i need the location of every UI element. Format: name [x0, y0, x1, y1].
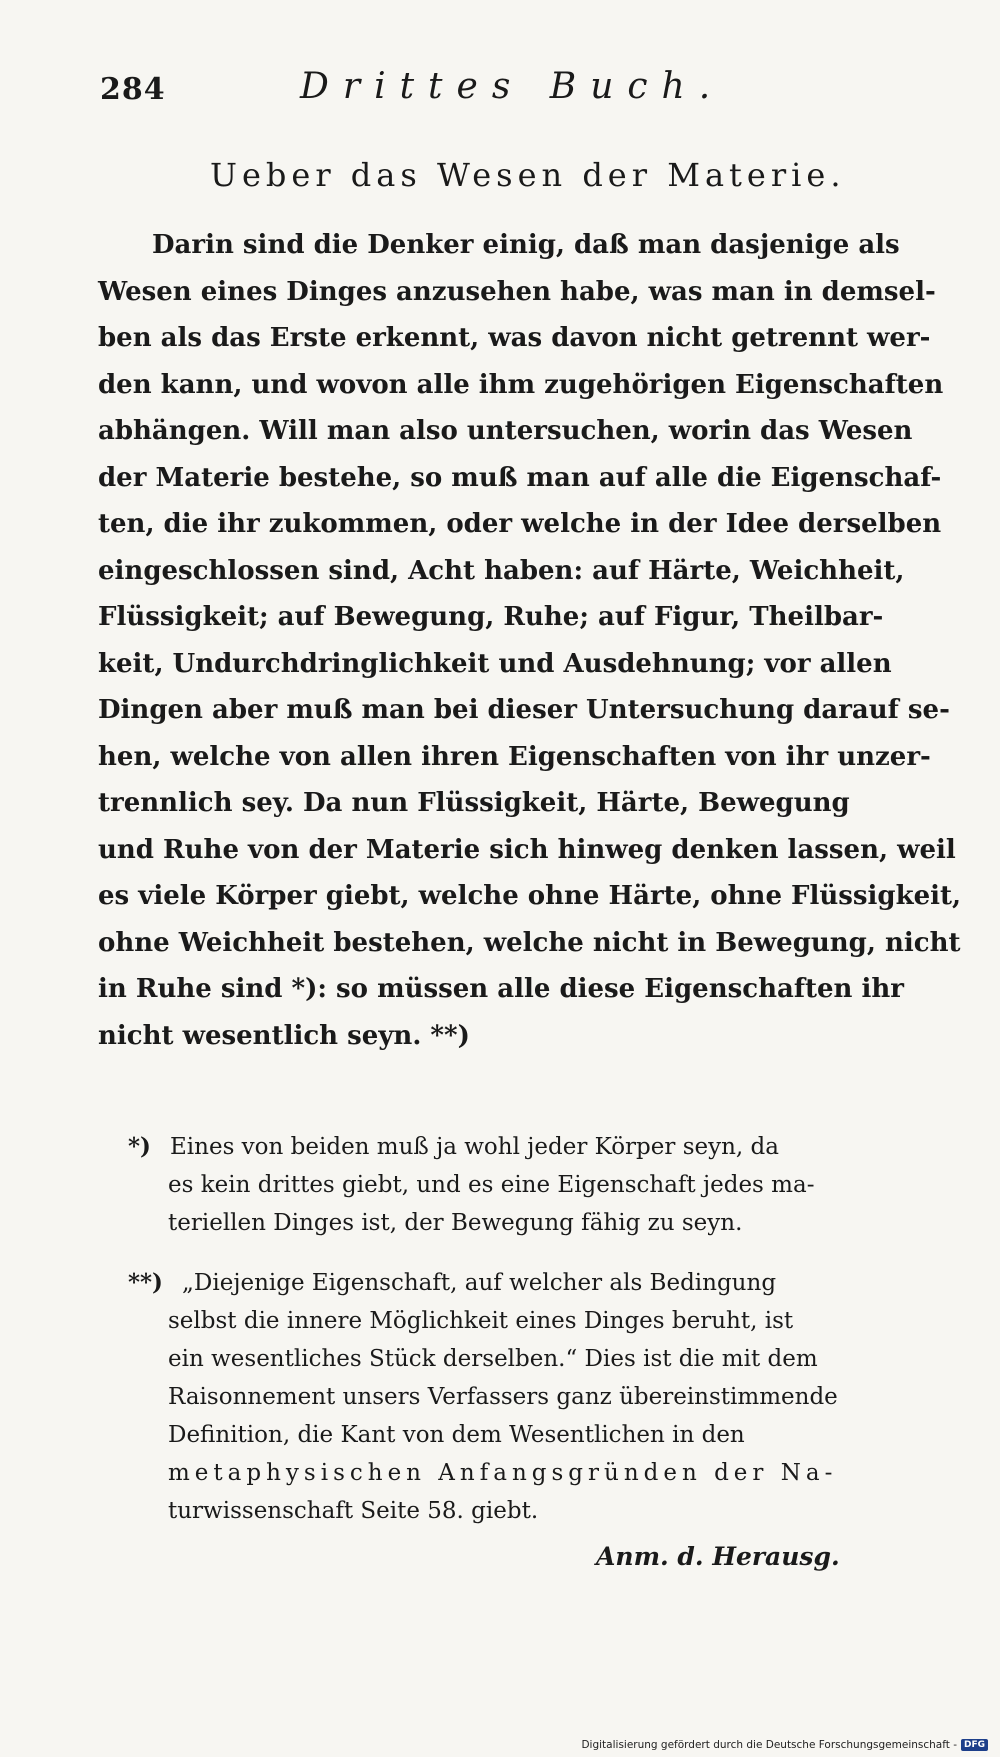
text-line: ben als das Erste erkennt, was davon nicht getrennt wer- — [98, 323, 931, 353]
footnote-1 — [128, 1128, 848, 1242]
footnote-line: teriellen Dinges ist, der Bewegung fähig zu seyn. — [168, 1210, 743, 1236]
footnote-line: ein wesentliches Stück derselben.“ Dies ist die mit dem — [168, 1346, 818, 1372]
text-line: abhängen. Will man also untersuchen, worin das Wesen — [98, 416, 913, 446]
running-head: Drittes Buch. — [300, 66, 725, 107]
footnote-line: selbst die innere Möglichkeit eines Dinges beruht, ist — [168, 1308, 794, 1334]
footnote-line: turwissenschaft Seite 58. giebt. — [168, 1498, 539, 1524]
text-line: den kann, und wovon alle ihm zugehörigen Eigenschaften — [98, 369, 944, 400]
text-line: in Ruhe sind *): so müssen alle diese Eigenschaften ihr — [98, 974, 904, 1004]
section-title: Ueber das Wesen der Materie. — [210, 156, 846, 194]
digitization-footer — [581, 1739, 988, 1751]
footnote-line: *) Eines von beiden muß ja wohl jeder Körper seyn, da — [128, 1128, 848, 1166]
footnote-marker: *) — [128, 1133, 151, 1160]
text-line: es viele Körper giebt, welche ohne Härte, ohne Flüssigkeit, — [98, 881, 962, 911]
text-line: hen, welche von allen ihren Eigenschaften von ihr unzer- — [98, 741, 931, 772]
text-line: der Materie bestehe, so muß man auf alle die Eigenschaf- — [98, 462, 942, 493]
footnote-line: **) „Diejenige Eigenschaft, auf welcher als Bedingung — [128, 1264, 848, 1302]
text-line: Wesen eines Dinges anzusehen habe, was man in demsel- — [98, 276, 936, 307]
page-number: 284 — [100, 72, 166, 107]
footnote-2 — [128, 1264, 848, 1530]
footnote-line: Definition, die Kant von dem Wesentlichen in den — [168, 1422, 745, 1448]
footnote-marker: **) — [128, 1269, 163, 1296]
footnote-line: es kein drittes giebt, und es eine Eigenschaft jedes ma- — [168, 1172, 815, 1198]
text-line: trennlich sey. Da nun Flüssigkeit, Härte, Bewegung — [98, 788, 850, 818]
footnote-line: Raisonnement unsers Verfassers ganz übereinstimmende — [168, 1384, 838, 1410]
editor-attribution: Anm. d. Herausg. — [596, 1542, 840, 1571]
text-line: keit, Undurchdringlichkeit und Ausdehnung; vor allen — [98, 648, 892, 679]
footnote-line: metaphysischen Anfangsgründen der Na- — [168, 1460, 838, 1486]
text-line: nicht wesentlich seyn. **) — [98, 1020, 470, 1051]
dfg-logo: DFG — [961, 1739, 988, 1751]
text-line: Darin sind die Denker einig, daß man dasjenige als — [152, 230, 900, 260]
footer-text: Digitalisierung gefördert durch die Deutsche Forschungsgemeinschaft - — [581, 1739, 957, 1751]
main-text — [98, 222, 962, 1059]
text-line: ten, die ihr zukommen, oder welche in der Idee derselben — [98, 509, 942, 539]
text-line: eingeschlossen sind, Acht haben: auf Härte, Weichheit, — [98, 555, 905, 586]
text-line: und Ruhe von der Materie sich hinweg denken lassen, weil — [98, 834, 956, 865]
text-line: Flüssigkeit; auf Bewegung, Ruhe; auf Figur, Theilbar- — [98, 602, 884, 632]
text-line: Dingen aber muß man bei dieser Untersuchung darauf se- — [98, 695, 950, 725]
text-line: ohne Weichheit bestehen, welche nicht in Bewegung, nicht — [98, 927, 961, 958]
